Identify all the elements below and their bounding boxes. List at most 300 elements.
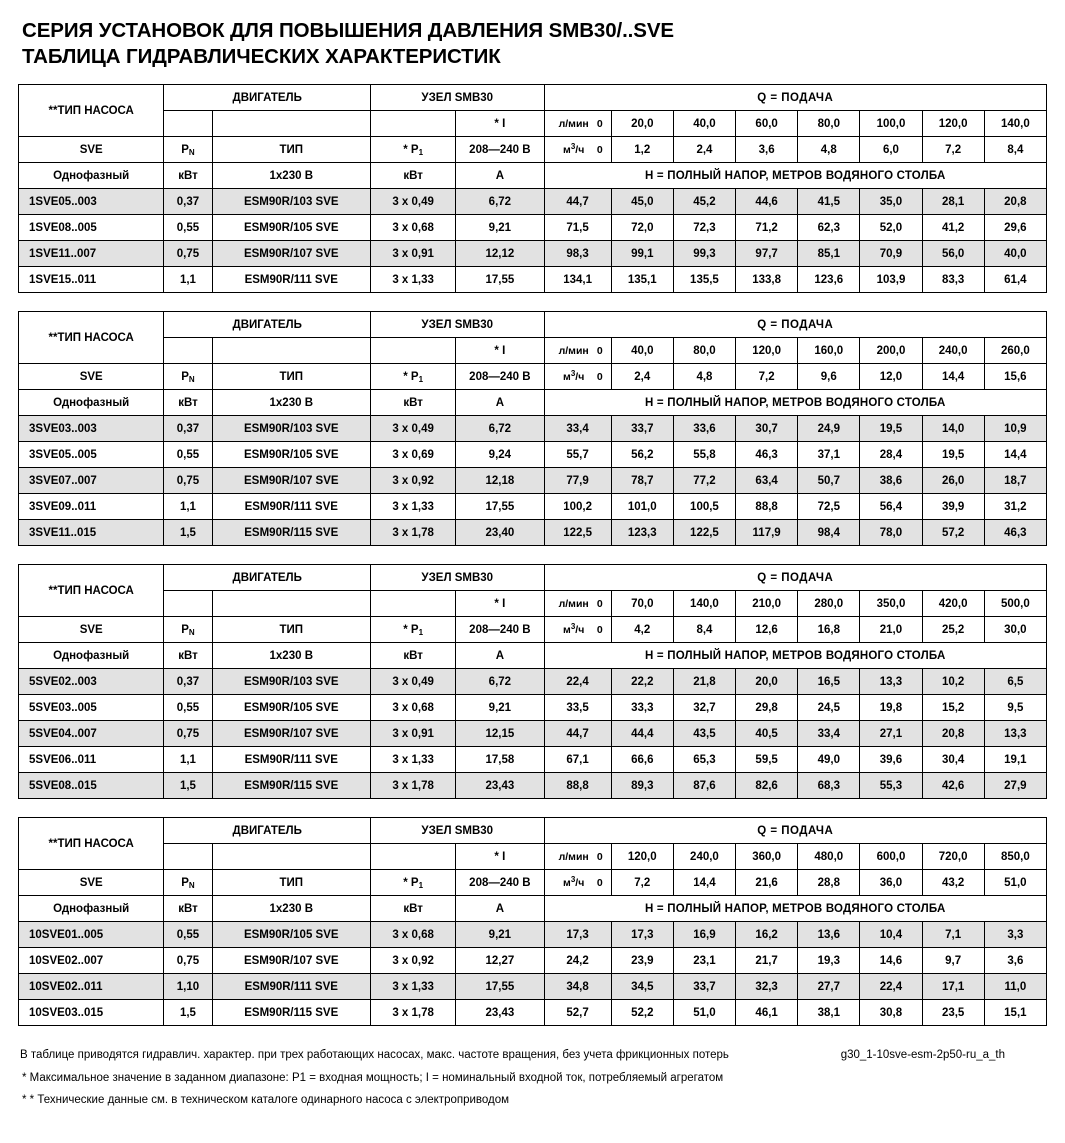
cell-p1: 3 x 0,49: [371, 416, 456, 442]
cell-head-0: 98,3: [544, 241, 611, 267]
cell-model: 1SVE08..005: [19, 215, 164, 241]
cell-pn: 0,75: [164, 721, 212, 747]
cell-head-4: 33,4: [798, 721, 860, 747]
cell-head-4: 27,7: [798, 974, 860, 1000]
cell-head-3: 88,8: [736, 494, 798, 520]
cell-current: 9,21: [456, 215, 544, 241]
header-q-lmin-1: 80,0: [673, 338, 735, 364]
cell-p1: 3 x 0,68: [371, 215, 456, 241]
header-q-m3h-1: 4,8: [673, 364, 735, 390]
cell-model: 3SVE03..003: [19, 416, 164, 442]
cell-p1: 3 x 0,68: [371, 695, 456, 721]
header-pump-type: **ТИП НАСОСА: [19, 312, 164, 364]
cell-head-3: 16,2: [736, 922, 798, 948]
header-single-phase: Однофазный: [19, 643, 164, 669]
cell-current: 17,58: [456, 747, 544, 773]
header-voltage: 208—240 В: [456, 137, 544, 163]
cell-head-3: 30,7: [736, 416, 798, 442]
header-q-lmin-1: 240,0: [673, 844, 735, 870]
cell-head-0: 134,1: [544, 267, 611, 293]
cell-head-6: 56,0: [922, 241, 984, 267]
header-motor: ДВИГАТЕЛЬ: [164, 565, 371, 591]
cell-model: 10SVE03..015: [19, 1000, 164, 1026]
header-q-m3h-unit: $м^3/ч$ 0: [544, 617, 611, 643]
cell-head-5: 28,4: [860, 442, 922, 468]
cell-current: 23,43: [456, 773, 544, 799]
page-title: [22, 18, 1047, 70]
header-q-m3h-2: 12,6: [736, 617, 798, 643]
cell-current: 12,12: [456, 241, 544, 267]
cell-head-2: 45,2: [673, 189, 735, 215]
header-q-lmin-1: 40,0: [673, 111, 735, 137]
header-q-m3h-6: 51,0: [984, 870, 1046, 896]
cell-pn: 0,55: [164, 442, 212, 468]
cell-model: 5SVE08..015: [19, 773, 164, 799]
header-row: [19, 896, 1047, 922]
cell-head-2: 51,0: [673, 1000, 735, 1026]
cell-head-2: 21,8: [673, 669, 735, 695]
table-row: [19, 974, 1047, 1000]
cell-head-0: 44,7: [544, 189, 611, 215]
header-spacer: [164, 844, 212, 870]
header-kw2: кВт: [371, 163, 456, 189]
cell-p1: 3 x 1,33: [371, 974, 456, 1000]
cell-head-1: 23,9: [611, 948, 673, 974]
cell-model: 5SVE02..003: [19, 669, 164, 695]
header-q-lmin-3: 280,0: [798, 591, 860, 617]
header-pump-type: **ТИП НАСОСА: [19, 85, 164, 137]
header-q-m3h-6: 30,0: [984, 617, 1046, 643]
cell-head-1: 22,2: [611, 669, 673, 695]
header-row: [19, 591, 1047, 617]
cell-pn: 1,5: [164, 1000, 212, 1026]
header-unit: УЗЕЛ SMB30: [371, 85, 545, 111]
cell-head-2: 33,7: [673, 974, 735, 1000]
header-q-lmin-4: 200,0: [860, 338, 922, 364]
cell-head-2: 72,3: [673, 215, 735, 241]
cell-pn: 1,5: [164, 773, 212, 799]
cell-head-6: 15,2: [922, 695, 984, 721]
cell-pn: 0,37: [164, 669, 212, 695]
cell-head-6: 42,6: [922, 773, 984, 799]
cell-pn: 0,55: [164, 695, 212, 721]
cell-motor-type: ESM90R/111 SVE: [212, 974, 370, 1000]
cell-head-6: 17,1: [922, 974, 984, 1000]
header-motor: ДВИГАТЕЛЬ: [164, 818, 371, 844]
cell-head-1: 99,1: [611, 241, 673, 267]
header-pn: $P_N$: [164, 617, 212, 643]
cell-head-7: 20,8: [984, 189, 1046, 215]
header-spacer: [371, 844, 456, 870]
header-type: ТИП: [212, 617, 370, 643]
cell-current: 6,72: [456, 416, 544, 442]
cell-head-4: 24,9: [798, 416, 860, 442]
cell-head-2: 100,5: [673, 494, 735, 520]
cell-model: 1SVE15..011: [19, 267, 164, 293]
cell-head-4: 85,1: [798, 241, 860, 267]
cell-head-1: 56,2: [611, 442, 673, 468]
cell-head-7: 61,4: [984, 267, 1046, 293]
header-current-star: * I: [456, 111, 544, 137]
cell-head-6: 41,2: [922, 215, 984, 241]
cell-pn: 0,37: [164, 416, 212, 442]
header-q-m3h-5: 7,2: [922, 137, 984, 163]
header-q-m3h-4: 12,0: [860, 364, 922, 390]
cell-head-0: 71,5: [544, 215, 611, 241]
header-q-m3h-0: 4,2: [611, 617, 673, 643]
header-single-phase: Однофазный: [19, 163, 164, 189]
cell-current: 6,72: [456, 189, 544, 215]
header-row: [19, 163, 1047, 189]
header-q-lmin-3: 480,0: [798, 844, 860, 870]
cell-head-2: 16,9: [673, 922, 735, 948]
cell-head-6: 23,5: [922, 1000, 984, 1026]
header-head-caption: H = ПОЛНЫЙ НАПОР, МЕТРОВ ВОДЯНОГО СТОЛБА: [544, 896, 1047, 922]
cell-head-6: 14,0: [922, 416, 984, 442]
cell-p1: 3 x 0,69: [371, 442, 456, 468]
table-row: [19, 695, 1047, 721]
cell-head-1: 78,7: [611, 468, 673, 494]
header-pn: $P_N$: [164, 364, 212, 390]
header-q-m3h-5: 25,2: [922, 617, 984, 643]
header-q-lmin-6: 500,0: [984, 591, 1046, 617]
header-q-lmin-6: 260,0: [984, 338, 1046, 364]
cell-pn: 1,10: [164, 974, 212, 1000]
header-kw2: кВт: [371, 643, 456, 669]
table-row: [19, 520, 1047, 546]
cell-head-1: 123,3: [611, 520, 673, 546]
header-q-lmin-2: 60,0: [736, 111, 798, 137]
cell-head-4: 38,1: [798, 1000, 860, 1026]
header-unit: УЗЕЛ SMB30: [371, 565, 545, 591]
cell-head-0: 55,7: [544, 442, 611, 468]
header-row: [19, 390, 1047, 416]
cell-head-4: 24,5: [798, 695, 860, 721]
cell-head-0: 67,1: [544, 747, 611, 773]
cell-head-3: 63,4: [736, 468, 798, 494]
header-row: [19, 844, 1047, 870]
header-q-m3h-2: 3,6: [736, 137, 798, 163]
header-kw: кВт: [164, 390, 212, 416]
cell-motor-type: ESM90R/107 SVE: [212, 948, 370, 974]
header-amp: A: [456, 896, 544, 922]
cell-head-3: 44,6: [736, 189, 798, 215]
cell-model: 3SVE07..007: [19, 468, 164, 494]
header-q-lmin-1: 140,0: [673, 591, 735, 617]
header-current-star: * I: [456, 844, 544, 870]
header-row: [19, 85, 1047, 111]
header-q-m3h-5: 43,2: [922, 870, 984, 896]
header-q-m3h-unit: $м^3/ч$ 0: [544, 137, 611, 163]
header-single-phase: Однофазный: [19, 896, 164, 922]
footnote-3: * * Технические данные см. в техническом каталоге одинарного насоса с электроприводом: [22, 1094, 510, 1107]
cell-head-3: 20,0: [736, 669, 798, 695]
header-kw: кВт: [164, 643, 212, 669]
header-q-m3h-2: 7,2: [736, 364, 798, 390]
header-unit: УЗЕЛ SMB30: [371, 312, 545, 338]
cell-head-7: 6,5: [984, 669, 1046, 695]
cell-head-3: 59,5: [736, 747, 798, 773]
header-head-caption: H = ПОЛНЫЙ НАПОР, МЕТРОВ ВОДЯНОГО СТОЛБА: [544, 390, 1047, 416]
cell-head-4: 37,1: [798, 442, 860, 468]
cell-current: 17,55: [456, 974, 544, 1000]
cell-current: 12,18: [456, 468, 544, 494]
cell-motor-type: ESM90R/105 SVE: [212, 922, 370, 948]
header-q-m3h-4: 6,0: [860, 137, 922, 163]
header-q-m3h-6: 8,4: [984, 137, 1046, 163]
cell-head-0: 33,5: [544, 695, 611, 721]
header-q-lmin-5: 420,0: [922, 591, 984, 617]
header-spacer: [371, 338, 456, 364]
cell-pn: 0,55: [164, 215, 212, 241]
cell-pn: 0,75: [164, 468, 212, 494]
header-q-lmin-6: 850,0: [984, 844, 1046, 870]
cell-head-5: 27,1: [860, 721, 922, 747]
header-row: [19, 364, 1047, 390]
header-q-m3h-unit: $м^3/ч$ 0: [544, 870, 611, 896]
cell-head-1: 101,0: [611, 494, 673, 520]
cell-head-2: 65,3: [673, 747, 735, 773]
cell-head-5: 52,0: [860, 215, 922, 241]
header-row: [19, 870, 1047, 896]
cell-head-0: 88,8: [544, 773, 611, 799]
cell-head-0: 122,5: [544, 520, 611, 546]
header-kw: кВт: [164, 163, 212, 189]
cell-head-6: 20,8: [922, 721, 984, 747]
cell-head-0: 52,7: [544, 1000, 611, 1026]
cell-model: 3SVE11..015: [19, 520, 164, 546]
cell-head-1: 33,7: [611, 416, 673, 442]
cell-head-0: 100,2: [544, 494, 611, 520]
footnote-1: В таблице приводятся гидравлич. характер. при трех работающих насосах, макс. частоте вращения, без учета фрикционных потерь: [20, 1049, 729, 1062]
header-q-m3h-0: 2,4: [611, 364, 673, 390]
cell-pn: 1,1: [164, 494, 212, 520]
header-phase-230: 1x230 В: [212, 163, 370, 189]
header-q-lmin-2: 120,0: [736, 338, 798, 364]
table-row: [19, 215, 1047, 241]
table-row: [19, 1000, 1047, 1026]
cell-head-2: 23,1: [673, 948, 735, 974]
cell-head-6: 26,0: [922, 468, 984, 494]
header-current-star: * I: [456, 338, 544, 364]
cell-motor-type: ESM90R/103 SVE: [212, 669, 370, 695]
header-q-supply: Q = ПОДАЧА: [544, 565, 1047, 591]
cell-p1: 3 x 0,92: [371, 948, 456, 974]
cell-p1: 3 x 0,91: [371, 721, 456, 747]
cell-head-2: 135,5: [673, 267, 735, 293]
header-q-lmin-5: 120,0: [922, 111, 984, 137]
cell-current: 23,40: [456, 520, 544, 546]
cell-head-7: 19,1: [984, 747, 1046, 773]
header-row: [19, 312, 1047, 338]
header-q-supply: Q = ПОДАЧА: [544, 312, 1047, 338]
page-title-line2: ТАБЛИЦА ГИДРАВЛИЧЕСКИХ ХАРАКТЕРИСТИК: [22, 45, 501, 69]
cell-head-1: 89,3: [611, 773, 673, 799]
header-row: [19, 565, 1047, 591]
cell-motor-type: ESM90R/103 SVE: [212, 189, 370, 215]
cell-motor-type: ESM90R/111 SVE: [212, 494, 370, 520]
header-voltage: 208—240 В: [456, 364, 544, 390]
header-row: [19, 111, 1047, 137]
cell-head-4: 98,4: [798, 520, 860, 546]
cell-head-1: 72,0: [611, 215, 673, 241]
table-row: [19, 189, 1047, 215]
header-p1: * $P_1$: [371, 364, 456, 390]
cell-head-7: 15,1: [984, 1000, 1046, 1026]
cell-head-6: 39,9: [922, 494, 984, 520]
cell-head-5: 30,8: [860, 1000, 922, 1026]
header-q-lmin-0: 20,0: [611, 111, 673, 137]
hydraulic-table: [18, 311, 1047, 546]
cell-head-3: 46,3: [736, 442, 798, 468]
header-q-lmin-3: 160,0: [798, 338, 860, 364]
cell-model: 1SVE05..003: [19, 189, 164, 215]
header-q-m3h-3: 9,6: [798, 364, 860, 390]
header-q-m3h-3: 28,8: [798, 870, 860, 896]
cell-head-1: 44,4: [611, 721, 673, 747]
cell-head-4: 49,0: [798, 747, 860, 773]
cell-model: 5SVE04..007: [19, 721, 164, 747]
table-row: [19, 241, 1047, 267]
header-q-m3h-1: 8,4: [673, 617, 735, 643]
cell-pn: 1,5: [164, 520, 212, 546]
cell-p1: 3 x 0,49: [371, 669, 456, 695]
cell-head-6: 10,2: [922, 669, 984, 695]
cell-head-7: 10,9: [984, 416, 1046, 442]
cell-head-4: 123,6: [798, 267, 860, 293]
cell-head-5: 56,4: [860, 494, 922, 520]
cell-head-7: 46,3: [984, 520, 1046, 546]
header-spacer: [212, 338, 370, 364]
header-voltage: 208—240 В: [456, 617, 544, 643]
header-spacer: [212, 591, 370, 617]
header-sve: SVE: [19, 364, 164, 390]
cell-model: 5SVE06..011: [19, 747, 164, 773]
header-p1: * $P_1$: [371, 870, 456, 896]
cell-model: 5SVE03..005: [19, 695, 164, 721]
cell-head-0: 34,8: [544, 974, 611, 1000]
cell-model: 10SVE02..007: [19, 948, 164, 974]
cell-p1: 3 x 0,91: [371, 241, 456, 267]
hydraulic-table: [18, 817, 1047, 1026]
cell-pn: 1,1: [164, 267, 212, 293]
cell-head-3: 40,5: [736, 721, 798, 747]
header-current-star: * I: [456, 591, 544, 617]
cell-current: 9,21: [456, 922, 544, 948]
header-q-m3h-6: 15,6: [984, 364, 1046, 390]
cell-head-1: 45,0: [611, 189, 673, 215]
cell-head-4: 16,5: [798, 669, 860, 695]
cell-head-6: 83,3: [922, 267, 984, 293]
cell-head-1: 17,3: [611, 922, 673, 948]
cell-motor-type: ESM90R/115 SVE: [212, 1000, 370, 1026]
cell-motor-type: ESM90R/107 SVE: [212, 468, 370, 494]
cell-p1: 3 x 0,68: [371, 922, 456, 948]
header-q-lmin-unit: л/мин 0: [544, 591, 611, 617]
cell-head-2: 33,6: [673, 416, 735, 442]
cell-head-5: 55,3: [860, 773, 922, 799]
header-spacer: [164, 111, 212, 137]
header-q-m3h-0: 7,2: [611, 870, 673, 896]
cell-pn: 0,75: [164, 948, 212, 974]
header-single-phase: Однофазный: [19, 390, 164, 416]
cell-head-7: 27,9: [984, 773, 1046, 799]
hydraulic-table: [18, 84, 1047, 293]
cell-model: 10SVE01..005: [19, 922, 164, 948]
cell-head-3: 82,6: [736, 773, 798, 799]
table-row: [19, 442, 1047, 468]
header-spacer: [164, 591, 212, 617]
cell-head-5: 39,6: [860, 747, 922, 773]
header-phase-230: 1x230 В: [212, 896, 370, 922]
cell-motor-type: ESM90R/111 SVE: [212, 267, 370, 293]
cell-head-1: 34,5: [611, 974, 673, 1000]
cell-head-5: 35,0: [860, 189, 922, 215]
cell-head-5: 78,0: [860, 520, 922, 546]
header-q-m3h-5: 14,4: [922, 364, 984, 390]
cell-head-7: 3,6: [984, 948, 1046, 974]
header-sve: SVE: [19, 137, 164, 163]
header-q-lmin-2: 360,0: [736, 844, 798, 870]
header-q-lmin-0: 120,0: [611, 844, 673, 870]
cell-head-5: 14,6: [860, 948, 922, 974]
page-title-line1: СЕРИЯ УСТАНОВОК ДЛЯ ПОВЫШЕНИЯ ДАВЛЕНИЯ SMB30/..SVE: [22, 19, 675, 42]
hydraulic-table: [18, 564, 1047, 799]
cell-p1: 3 x 1,78: [371, 520, 456, 546]
header-type: ТИП: [212, 364, 370, 390]
cell-model: 10SVE02..011: [19, 974, 164, 1000]
table-row: [19, 267, 1047, 293]
footnote-2: * Максимальное значение в заданном диапазоне: P1 = входная мощность; I = номинальный входной ток, потребляемый агрегатом: [22, 1071, 724, 1084]
cell-head-1: 135,1: [611, 267, 673, 293]
header-spacer: [371, 591, 456, 617]
tables-container: [18, 84, 1047, 1026]
cell-head-0: 77,9: [544, 468, 611, 494]
header-motor: ДВИГАТЕЛЬ: [164, 85, 371, 111]
header-q-lmin-unit: л/мин 0: [544, 844, 611, 870]
cell-head-3: 21,7: [736, 948, 798, 974]
header-kw: кВт: [164, 896, 212, 922]
header-spacer: [212, 844, 370, 870]
cell-motor-type: ESM90R/107 SVE: [212, 721, 370, 747]
cell-current: 9,21: [456, 695, 544, 721]
cell-head-7: 9,5: [984, 695, 1046, 721]
header-p1: * $P_1$: [371, 137, 456, 163]
header-q-lmin-2: 210,0: [736, 591, 798, 617]
cell-head-5: 19,8: [860, 695, 922, 721]
header-p1: * $P_1$: [371, 617, 456, 643]
header-row: [19, 818, 1047, 844]
cell-p1: 3 x 0,49: [371, 189, 456, 215]
cell-head-1: 33,3: [611, 695, 673, 721]
cell-model: 3SVE05..005: [19, 442, 164, 468]
cell-head-2: 87,6: [673, 773, 735, 799]
cell-pn: 0,55: [164, 922, 212, 948]
cell-head-5: 19,5: [860, 416, 922, 442]
header-phase-230: 1x230 В: [212, 390, 370, 416]
table-row: [19, 747, 1047, 773]
cell-head-4: 50,7: [798, 468, 860, 494]
table-row: [19, 773, 1047, 799]
header-q-lmin-4: 350,0: [860, 591, 922, 617]
document-code: g30_1-10sve-esm-2p50-ru_a_th: [840, 1049, 1005, 1062]
header-row: [19, 137, 1047, 163]
cell-head-7: 40,0: [984, 241, 1046, 267]
cell-head-6: 57,2: [922, 520, 984, 546]
header-q-lmin-4: 600,0: [860, 844, 922, 870]
header-type: ТИП: [212, 870, 370, 896]
header-q-lmin-6: 140,0: [984, 111, 1046, 137]
